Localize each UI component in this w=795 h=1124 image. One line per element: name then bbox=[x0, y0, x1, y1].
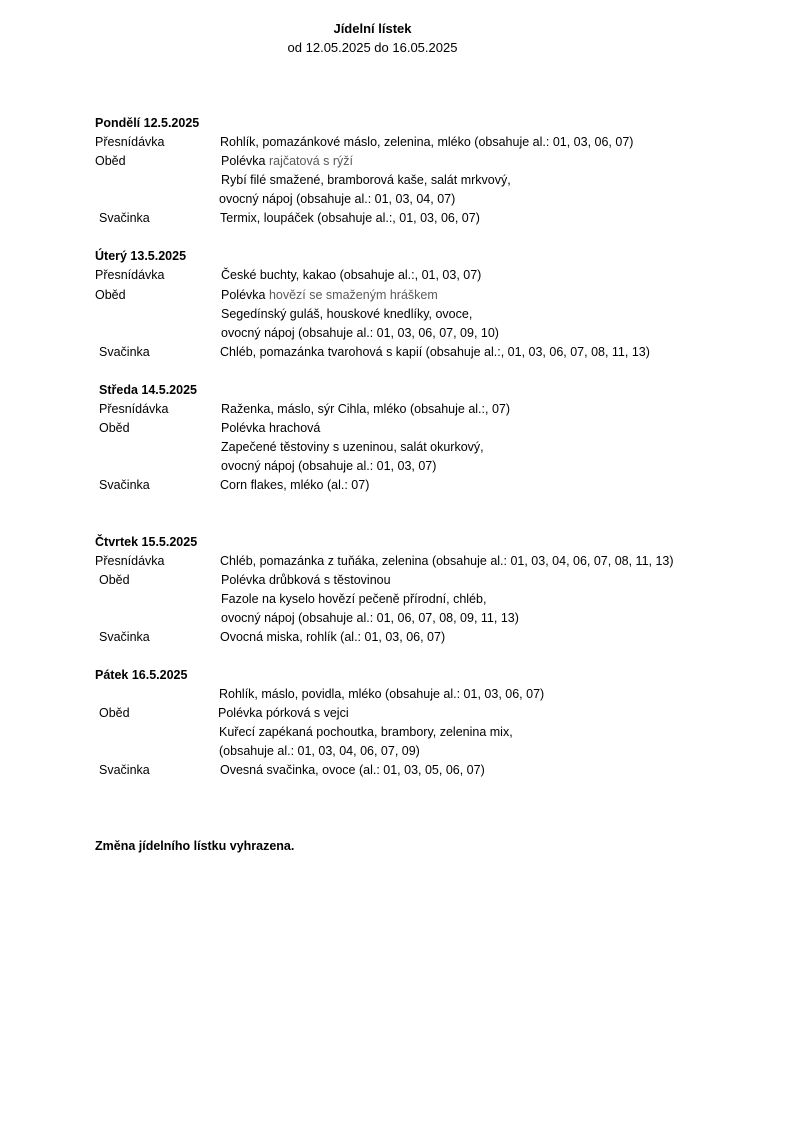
meal-label: Oběd bbox=[99, 421, 130, 435]
meal-label: Přesnídávka bbox=[95, 268, 165, 282]
meal-text: Ovocná miska, rohlík (al.: 01, 03, 06, 07) bbox=[220, 630, 446, 644]
meal-label: Svačinka bbox=[99, 211, 150, 225]
day-heading-monday: Pondělí 12.5.2025 bbox=[95, 116, 200, 130]
menu-line bbox=[0, 326, 795, 345]
soup-prefix: Polévka bbox=[221, 154, 269, 168]
meal-text: Rohlík, pomazánkové máslo, zelenina, mléko (obsahuje al.: 01, 03, 06, 07) bbox=[220, 135, 634, 149]
menu-line bbox=[0, 706, 795, 725]
menu-line bbox=[0, 345, 795, 364]
day-heading-friday: Pátek 16.5.2025 bbox=[95, 668, 188, 682]
meal-text bbox=[221, 154, 353, 168]
menu-line bbox=[0, 478, 795, 497]
meal-text: (obsahuje al.: 01, 03, 04, 06, 07, 09) bbox=[219, 744, 420, 758]
menu-line bbox=[0, 421, 795, 440]
meal-label: Přesnídávka bbox=[99, 402, 169, 416]
soup-name: hovězí se smaženým hráškem bbox=[268, 288, 438, 302]
menu-line bbox=[0, 592, 795, 611]
meal-text: Zapečené těstoviny s uzeninou, salát okurkový, bbox=[221, 440, 484, 454]
menu-line bbox=[0, 211, 795, 230]
meal-text: Corn flakes, mléko (al.: 07) bbox=[220, 478, 370, 492]
day-heading-tuesday: Úterý 13.5.2025 bbox=[95, 249, 187, 263]
menu-line bbox=[0, 763, 795, 782]
menu-line bbox=[0, 554, 795, 573]
day-heading-thursday: Čtvrtek 15.5.2025 bbox=[95, 535, 198, 549]
meal-text: Rybí filé smažené, bramborová kaše, salát mrkvový, bbox=[221, 173, 511, 187]
menu-line bbox=[0, 725, 795, 744]
menu-line bbox=[0, 630, 795, 649]
menu-line bbox=[0, 611, 795, 630]
menu-line bbox=[0, 288, 795, 307]
meal-text: Polévka pórková s vejci bbox=[218, 706, 349, 720]
meal-text: Termix, loupáček (obsahuje al.:, 01, 03, 06, 07) bbox=[220, 211, 480, 225]
meal-label: Svačinka bbox=[99, 630, 150, 644]
meal-text: Kuřecí zapékaná pochoutka, brambory, zelenina mix, bbox=[219, 725, 513, 739]
meal-label: Oběd bbox=[99, 573, 130, 587]
meal-text: Polévka drůbková s těstovinou bbox=[221, 573, 391, 587]
meal-text: ovocný nápoj (obsahuje al.: 01, 06, 07, 08, 09, 11, 13) bbox=[221, 611, 519, 625]
menu-line bbox=[0, 135, 795, 154]
meal-label: Oběd bbox=[99, 706, 130, 720]
meal-text bbox=[221, 288, 438, 302]
day-heading-wednesday: Středa 14.5.2025 bbox=[99, 383, 197, 397]
meal-label: Svačinka bbox=[99, 763, 150, 777]
menu-line bbox=[0, 687, 795, 706]
soup-prefix: Polévka bbox=[221, 288, 269, 302]
menu-line bbox=[0, 268, 795, 287]
meal-text: Rohlík, máslo, povidla, mléko (obsahuje al.: 01, 03, 06, 07) bbox=[219, 687, 545, 701]
meal-text: Ovesná svačinka, ovoce (al.: 01, 03, 05, 06, 07) bbox=[220, 763, 485, 777]
soup-name: rajčatová s rýží bbox=[268, 154, 354, 168]
meal-text: ovocný nápoj (obsahuje al.: 01, 03, 04, 07) bbox=[219, 192, 456, 206]
meal-text: Chléb, pomazánka tvarohová s kapií (obsahuje al.:, 01, 03, 06, 07, 08, 11, 13) bbox=[220, 345, 650, 359]
menu-line bbox=[0, 573, 795, 592]
menu-line bbox=[0, 307, 795, 326]
menu-line bbox=[0, 154, 795, 173]
meal-label: Oběd bbox=[95, 288, 126, 302]
meal-label: Svačinka bbox=[99, 478, 150, 492]
meal-label: Přesnídávka bbox=[95, 554, 165, 568]
meal-text: Fazole na kyselo hovězí pečeně přírodní, chléb, bbox=[221, 592, 487, 606]
meal-text: České buchty, kakao (obsahuje al.:, 01, 03, 07) bbox=[221, 268, 482, 282]
menu-disclaimer: Změna jídelního lístku vyhrazena. bbox=[95, 839, 295, 853]
meal-text: Segedínský guláš, houskové knedlíky, ovoce, bbox=[221, 307, 473, 321]
menu-line bbox=[0, 440, 795, 459]
menu-line bbox=[0, 402, 795, 421]
menu-line bbox=[0, 192, 795, 211]
meal-label: Přesnídávka bbox=[95, 135, 165, 149]
meal-text: Polévka hrachová bbox=[221, 421, 321, 435]
meal-label: Svačinka bbox=[99, 345, 150, 359]
menu-title: Jídelní lístek bbox=[333, 21, 412, 36]
menu-date-range: od 12.05.2025 do 16.05.2025 bbox=[287, 40, 458, 55]
menu-line bbox=[0, 459, 795, 478]
meal-text: Raženka, máslo, sýr Cihla, mléko (obsahuje al.:, 07) bbox=[221, 402, 511, 416]
menu-line bbox=[0, 173, 795, 192]
meal-text: ovocný nápoj (obsahuje al.: 01, 03, 06, 07, 09, 10) bbox=[221, 326, 499, 340]
menu-line bbox=[0, 744, 795, 763]
meal-text: Chléb, pomazánka z tuňáka, zelenina (obsahuje al.: 01, 03, 04, 06, 07, 08, 11, 13) bbox=[220, 554, 674, 568]
meal-text: ovocný nápoj (obsahuje al.: 01, 03, 07) bbox=[221, 459, 437, 473]
meal-label: Oběd bbox=[95, 154, 126, 168]
